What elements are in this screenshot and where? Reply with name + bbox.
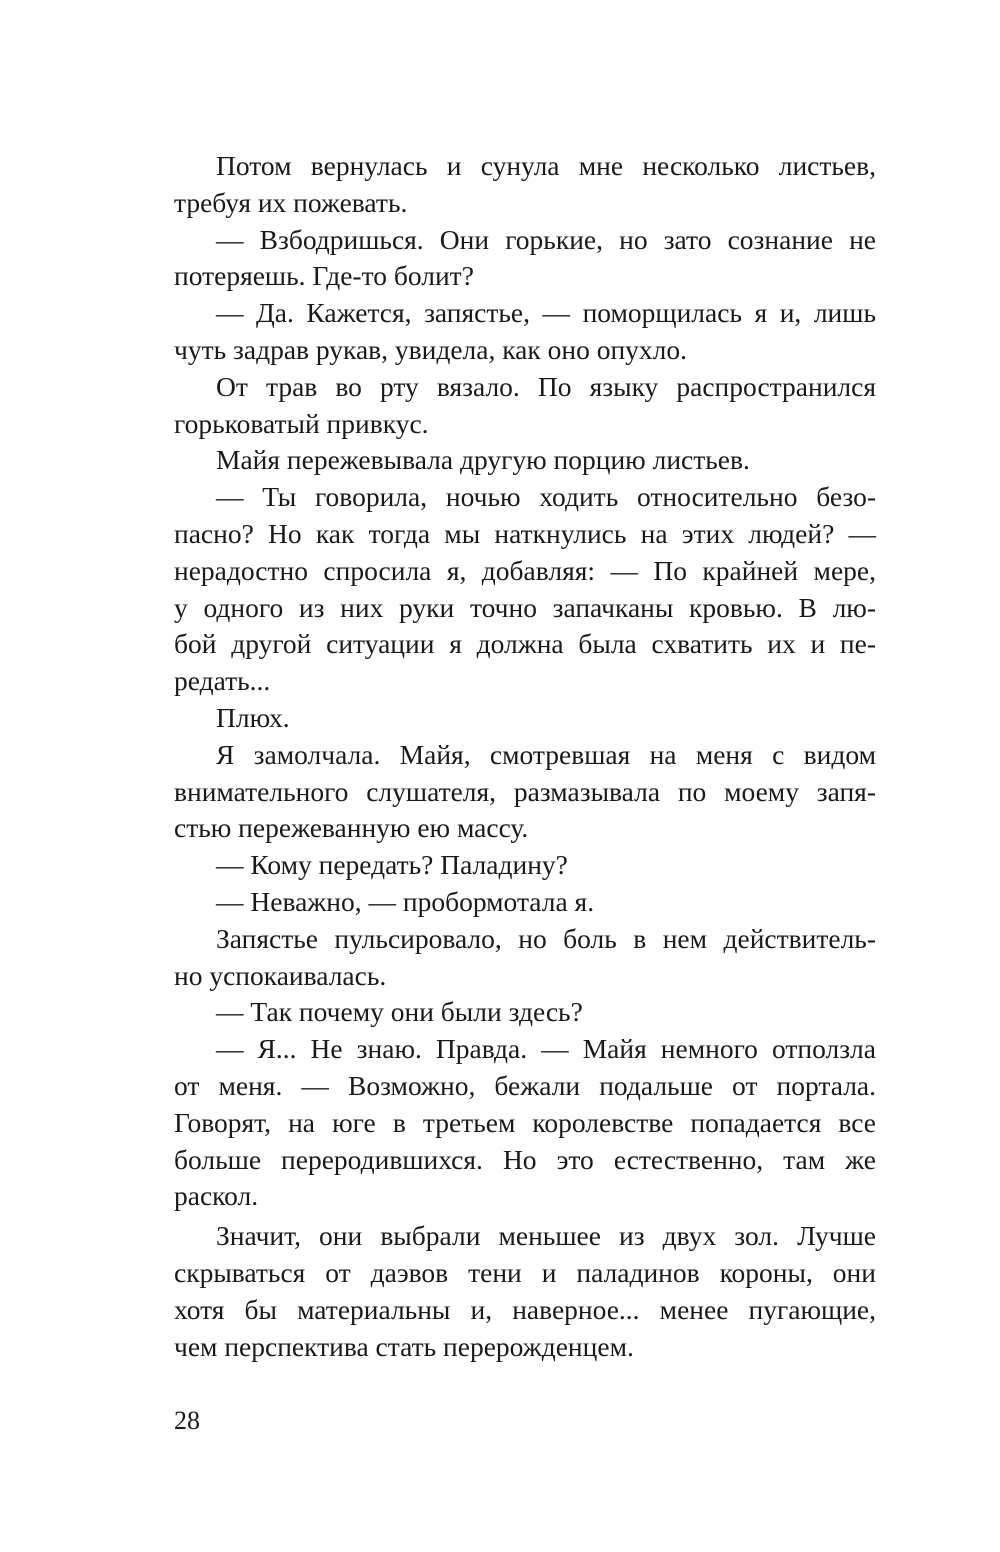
text-line: Значит, они выбрали меньшее из двух зол. Лучше — [216, 1220, 876, 1252]
text-line: Потом вернулась и сунула мне несколько листьев, — [216, 150, 876, 181]
text-line: внимательного слушателя, размазывала по моему запя- — [174, 775, 876, 807]
text-line: больше переродившихся. Но это естественно, там же — [174, 1143, 876, 1175]
text-line: — Взбодришься. Они горькие, но зато сознание не — [216, 223, 876, 255]
text-line: раскол. — [174, 1180, 259, 1212]
text-line: требуя их пожевать. — [174, 186, 408, 218]
text-line: Говорят, на юге в третьем королевстве попадается все — [174, 1106, 876, 1138]
text-line: редать... — [174, 665, 271, 697]
text-line: Запястье пульсировало, но боль в нем действитель- — [216, 922, 876, 954]
text-line: скрываться от даэвов тени и паладинов короны, они — [174, 1256, 876, 1288]
text-line: Плюх. — [216, 701, 290, 733]
text-line: чуть задрав рукав, увидела, как оно опухло. — [174, 333, 688, 365]
text-line: — Неважно, — пробормотала я. — [216, 885, 595, 917]
text-line: Я замолчала. Майя, смотревшая на меня с видом — [216, 738, 876, 770]
text-line: Майя пережевывала другую порцию листьев. — [216, 444, 750, 476]
page-number: 28 — [174, 1406, 200, 1435]
text-line: потеряешь. Где-то болит? — [174, 260, 474, 292]
text-line: у одного из них руки точно запачканы кровью. В лю- — [174, 591, 876, 623]
text-line: — Я... Не знаю. Правда. — Майя немного отползла — [216, 1033, 876, 1065]
text-line: горьковатый привкус. — [174, 407, 429, 439]
text-line: стью пережеванную ею массу. — [174, 812, 529, 844]
text-line: бой другой ситуации я должна была схватить их и пе- — [174, 628, 876, 660]
text-line: — Ты говорила, ночью ходить относительно безо- — [216, 481, 876, 513]
text-line: хотя бы материальны и, наверное... менее пугающие, — [174, 1293, 876, 1325]
text-line: от меня. — Возможно, бежали подальше от портала. — [174, 1069, 876, 1101]
text-line: пасно? Но как тогда мы наткнулись на этих людей? — — [174, 517, 876, 549]
page-text-block — [174, 148, 876, 1365]
text-line: нерадостно спросила я, добавляя: — По крайней мере, — [174, 554, 876, 586]
text-line: — Да. Кажется, запястье, — поморщилась я и, лишь — [216, 297, 876, 329]
text-line: но успокаивалась. — [174, 959, 387, 991]
text-line: — Кому передать? Паладину? — [216, 849, 568, 881]
text-line: чем перспектива стать перерожденцем. — [174, 1330, 634, 1362]
text-line: От трав во рту вязало. По языку распространился — [216, 370, 876, 402]
text-line: — Так почему они были здесь? — [216, 996, 583, 1028]
